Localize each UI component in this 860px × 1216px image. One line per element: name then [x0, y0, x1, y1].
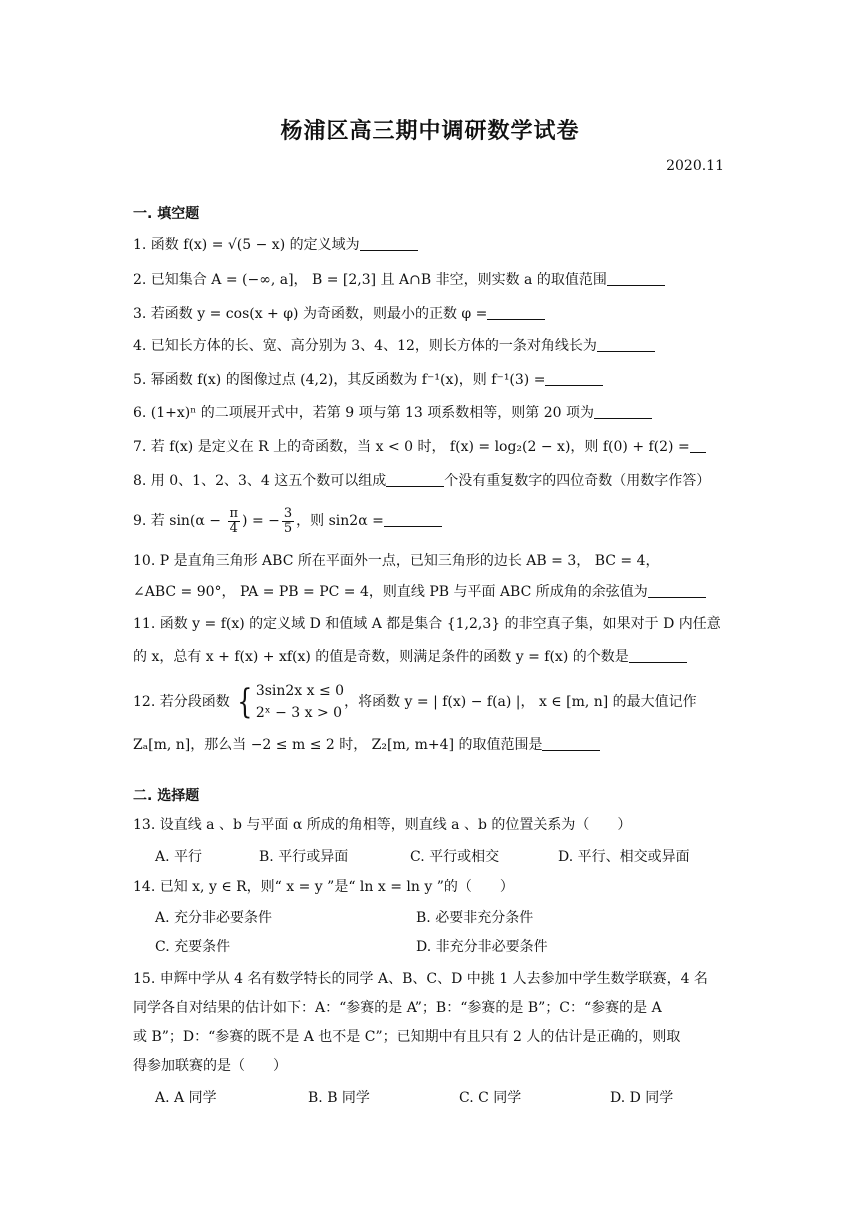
question-8 [133, 471, 733, 491]
option-13-d[interactable]: D. 平行、相交或异面 [558, 849, 690, 865]
question-2 [133, 270, 733, 290]
section-heading-fill: 一. 填空题 [133, 206, 200, 222]
answer-blank[interactable] [384, 512, 442, 527]
fraction-numerator: π [229, 505, 239, 521]
question-text: 个没有重复数字的四位奇数（用数字作答） [444, 473, 711, 489]
answer-blank[interactable] [629, 648, 687, 663]
question-15-line-1: 15. 申辉中学从 4 名有数学特长的同学 A、B、C、D 中挑 1 人去参加中学生数学联赛，4 名 [133, 971, 708, 987]
question-14: 14. 已知 x, y ∈ R，则“ x = y ”是“ ln x = ln y ”的（ ） [133, 879, 514, 895]
answer-blank[interactable] [360, 236, 418, 251]
question-text: 12. 若分段函数 [133, 694, 230, 710]
question-5 [133, 370, 733, 390]
question-6 [133, 403, 733, 423]
question-text: 7. 若 f(x) 是定义在 R 上的奇函数，当 x < 0 时， f(x) = log₂(2 − x)，则 f(0) + f(2) = [133, 439, 690, 455]
answer-blank[interactable] [545, 371, 603, 386]
question-text: ，则 sin2α = [296, 513, 384, 529]
option-13-b[interactable]: B. 平行或异面 [259, 849, 349, 865]
question-15-line-2: 同学各自对结果的估计如下：A：“参赛的是 A”；B：“参赛的是 B”；C：“参赛的是 A [133, 1000, 662, 1016]
option-14-a[interactable]: A. 充分非必要条件 [155, 910, 273, 926]
section-heading-choice: 二. 选择题 [133, 788, 200, 804]
question-text: ，将函数 y = | f(x) − f(a) |， x ∈ [m, n] 的最大值记作 [344, 694, 697, 710]
fraction-denominator: 5 [283, 520, 293, 536]
piecewise-function [256, 680, 344, 724]
question-1 [133, 235, 733, 255]
question-text: 的 x，总有 x + f(x) + xf(x) 的值是奇数，则满足条件的函数 y = f(x) 的个数是 [133, 649, 629, 665]
question-9 [133, 503, 733, 539]
question-text: 9. 若 sin(α − [133, 513, 222, 529]
question-10-line-1: 10. P 是直角三角形 ABC 所在平面外一点，已知三角形的边长 AB = 3， BC = 4， [133, 553, 660, 569]
page-title: 杨浦区高三期中调研数学试卷 [280, 119, 580, 144]
answer-blank[interactable] [597, 337, 655, 352]
question-text: 4. 已知长方体的长、宽、高分别为 3、4、12，则长方体的一条对角线长为 [133, 338, 597, 354]
question-15-line-3: 或 B”；D：“参赛的既不是 A 也不是 C”；已知期中有且只有 2 人的估计是正确的，则取 [133, 1029, 681, 1045]
fraction-3-over-5 [282, 507, 294, 536]
option-13-a[interactable]: A. 平行 [155, 849, 203, 865]
option-14-d[interactable]: D. 非充分非必要条件 [416, 939, 548, 955]
question-13: 13. 设直线 a 、b 与平面 α 所成的角相等，则直线 a 、b 的位置关系为（ ） [133, 817, 632, 833]
answer-blank[interactable] [690, 438, 706, 453]
question-15-line-4: 得参加联赛的是（ ） [133, 1058, 287, 1074]
question-4 [133, 336, 733, 356]
answer-blank[interactable] [648, 583, 706, 598]
fraction-denominator: 4 [229, 520, 238, 536]
option-15-d[interactable]: D. D 同学 [610, 1090, 674, 1106]
question-12-line-1 [133, 680, 733, 724]
left-brace-icon: { [237, 682, 253, 722]
question-text: 5. 幂函数 f(x) 的图像过点 (4,2)，其反函数为 f⁻¹(x)，则 f⁻¹(3) = [133, 372, 546, 388]
piecewise-row: 3sin2x x ≤ 0 [255, 683, 345, 699]
question-text: 3. 若函数 y = cos(x + φ) 为奇函数，则最小的正数 φ = [133, 306, 488, 322]
question-12-line-2 [133, 735, 733, 755]
question-text: 8. 用 0、1、2、3、4 这五个数可以组成 [133, 473, 387, 489]
answer-blank[interactable] [386, 472, 444, 487]
question-text: 1. 函数 f(x) = √(5 − x) 的定义域为 [133, 237, 360, 253]
answer-blank[interactable] [542, 736, 600, 751]
option-15-c[interactable]: C. C 同学 [459, 1090, 522, 1106]
piecewise-row: 2ˣ − 3 x > 0 [255, 705, 343, 721]
question-3 [133, 304, 733, 324]
option-15-a[interactable]: A. A 同学 [155, 1090, 217, 1106]
question-text: Zₐ[m, n]，那么当 −2 ≤ m ≤ 2 时， Z₂[m, m+4] 的取值范围是 [133, 737, 543, 753]
question-text: 2. 已知集合 A = (−∞, a]， B = [2,3] 且 A∩B 非空，则实数 a 的取值范围 [133, 272, 607, 288]
exam-date: 2020.11 [666, 158, 724, 174]
option-14-c[interactable]: C. 充要条件 [155, 939, 231, 955]
option-14-b[interactable]: B. 必要非充分条件 [416, 910, 534, 926]
question-text: 6. (1+x)ⁿ 的二项展开式中，若第 9 项与第 13 项系数相等，则第 20 项为 [133, 405, 595, 421]
fraction-numerator: 3 [283, 505, 293, 521]
question-10-line-2 [133, 582, 733, 602]
question-text: ∠ABC = 90°， PA = PB = PC = 4，则直线 PB 与平面 ABC 所成角的余弦值为 [133, 584, 648, 600]
option-15-b[interactable]: B. B 同学 [308, 1090, 370, 1106]
answer-blank[interactable] [594, 404, 652, 419]
question-11-line-2 [133, 647, 733, 667]
answer-blank[interactable] [487, 305, 545, 320]
option-13-c[interactable]: C. 平行或相交 [410, 849, 500, 865]
question-11-line-1: 11. 函数 y = f(x) 的定义域 D 和值域 A 都是集合 {1,2,3} 的非空真子集，如果对于 D 内任意 [133, 616, 721, 632]
question-text: ) = − [242, 513, 280, 529]
fraction-pi-over-4 [228, 507, 241, 536]
answer-blank[interactable] [607, 271, 665, 286]
question-7 [133, 437, 733, 457]
